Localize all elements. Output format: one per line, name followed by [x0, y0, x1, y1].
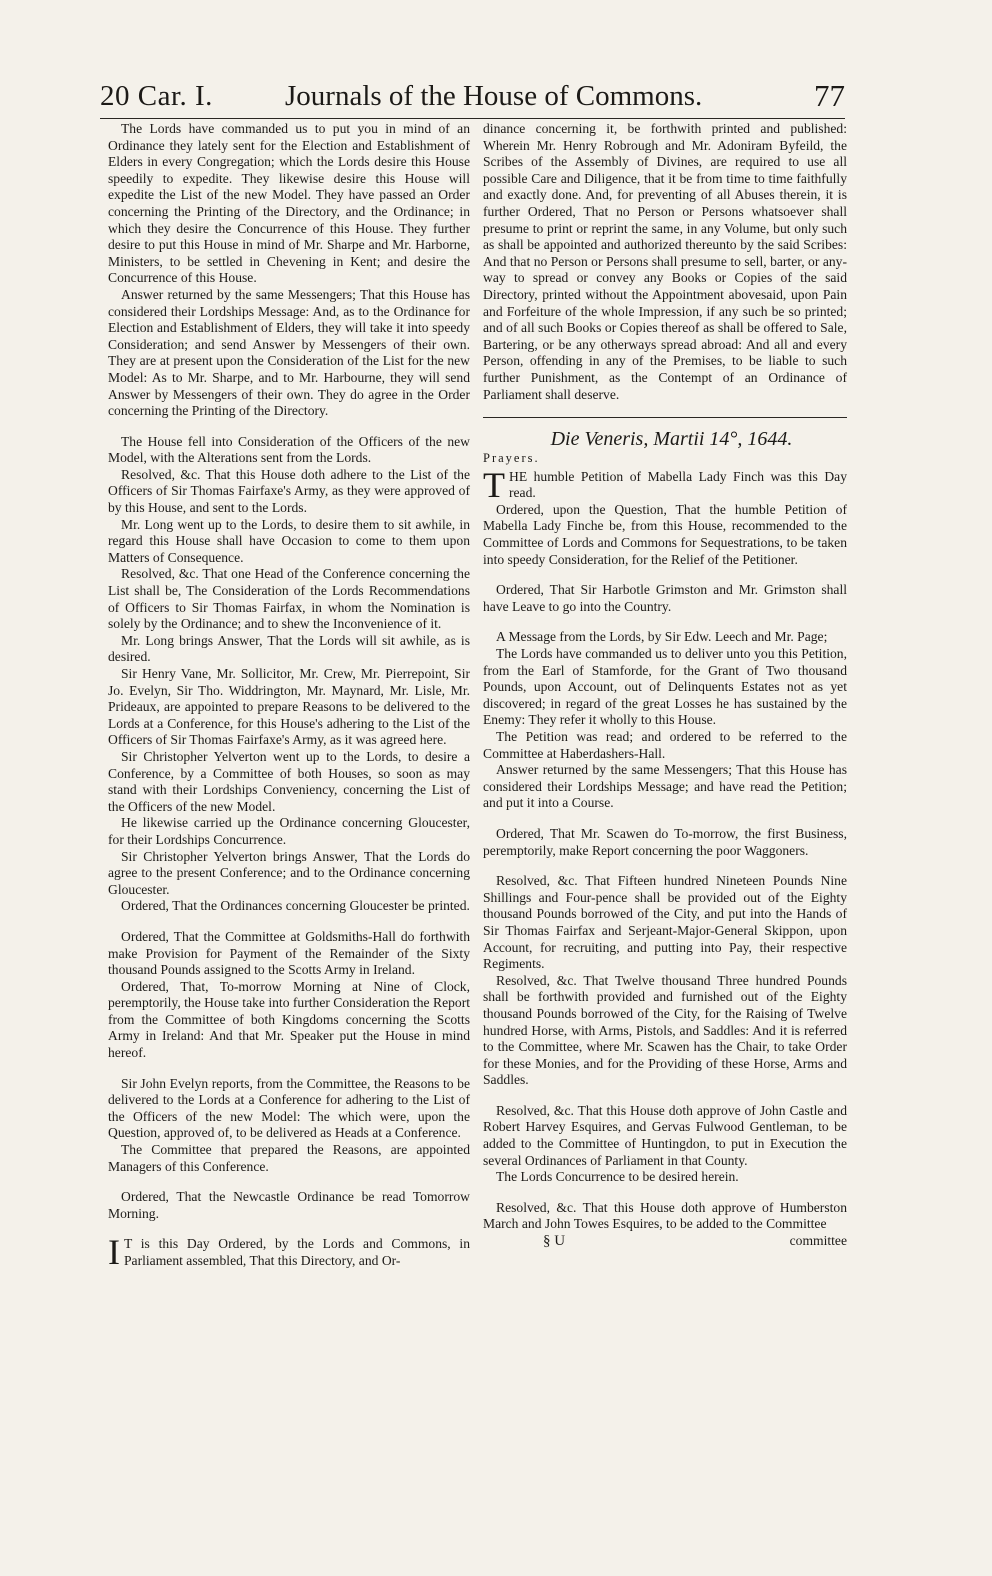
grimston-leave-paragraph: Ordered, That Sir Harbotle Grimston and Mr. Grimston shall have Leave to go into the Country. — [483, 582, 847, 614]
date-heading: Die Veneris, Martii 14°, 1644. — [550, 428, 793, 451]
journal-title: Journals of the House of Commons. — [285, 80, 703, 112]
signature-mark: § U — [543, 1233, 566, 1250]
page-number: 77 — [814, 78, 845, 113]
answer-returned-paragraph: Answer returned by the same Messengers; That this House has considered their Lordships Message; and have read the Petition; and put it into a Course. — [483, 762, 847, 811]
yelverton-paragraph: Sir Christopher Yelverton went up to the Lords, to desire a Conference, by a Committee of both Houses, so soon as may stand with their Lordships Conveniency, concerning the List of the Officers of the new Model. — [108, 748, 470, 814]
evelyn-report-paragraph: Sir John Evelyn reports, from the Committee, the Reasons to be delivered to the Lords at a Conference for adhering to the List of the Officers of the new Model: The which were, upon the Question, approved of, to be delivered as Heads at a Conference. — [108, 1075, 470, 1141]
petition-order-paragraph: Ordered, upon the Question, That the humble Petition of Mabella Lady Finche be, from this House, recommended to the Committee of Lords and Commons for Sequestrations, to be taken into speedy Consideration, for the Relief of the Petitioner. — [483, 501, 847, 567]
humberston-resolution-paragraph: Resolved, &c. That this House doth approve of Humberston March and John Towes Esquires, to be added to the Committee — [483, 1199, 847, 1232]
gloucester-ordinance-paragraph: He likewise carried up the Ordinance concerning Gloucester, for their Lordships Concurrence. — [108, 815, 470, 847]
regnal-year: 20 Car. I. — [100, 80, 213, 112]
page-header — [100, 78, 845, 119]
petition-referred-paragraph: The Petition was read; and ordered to be referred to the Committee at Haberdashers-Hall. — [483, 729, 847, 761]
horse-resolution-paragraph: Resolved, &c. That Twelve thousand Three hundred Pounds shall be forthwith provided and furnished out of the Eighty thousand Pounds borrowed of the City, for the Raising of Twelve hundred Horse, with Arms, Pistols, and Saddles: And it is referred to the Committee, where Mr. Scawen has the Chair, to take Order for these Monies, and for the Providing of these Horse, Arms and Saddles. — [483, 972, 847, 1088]
mr-long-paragraph: Mr. Long went up to the Lords, to desire them to sit awhile, in regard this House shall have Occasion to come to them upon Matters of Consequence. — [108, 516, 470, 565]
page-footer — [483, 1233, 847, 1251]
reasons-committee-paragraph: Sir Henry Vane, Mr. Sollicitor, Mr. Crew, Mr. Pierrepoint, Sir Jo. Evelyn, Sir Tho. Widdrington, Mr. Maynard, Mr. Lisle, Mr. Prideaux, are appointed to prepare Reasons to be delivered to the Lords at a Conference, for this House's adhering to the List of the Officers of Sir Thomas Fairfaxe's Army, as it was agreed here. — [108, 666, 470, 748]
section-rule — [483, 417, 847, 418]
newcastle-paragraph: Ordered, That the Newcastle Ordinance be read Tomorrow Morning. — [108, 1189, 470, 1221]
recruiting-resolution-paragraph: Resolved, &c. That Fifteen hundred Nineteen Pounds Nine Shillings and Four-pence shall be provided out of the Eighty thousand Pounds borrowed of the City, and put into the Hands of Sir Thomas Fairfax and Serjeant-Major-General Skippon, upon Account, for recruiting, and putting into Pay, their respective Regiments. — [483, 873, 847, 972]
goldsmiths-hall-paragraph: Ordered, That the Committee at Goldsmiths-Hall do forthwith make Provision for Payment of the Remainder of the Sixty thousand Pounds assigned to the Scotts Army in Ireland. — [108, 928, 470, 978]
directory-order-paragraph — [108, 1232, 470, 1273]
lords-concurrence-paragraph: The Lords Concurrence to be desired herein. — [496, 1169, 739, 1185]
resolution-paragraph: Resolved, &c. That this House doth adhere to the List of the Officers of Sir Thomas Fairfaxe's Army, as they were approved of by this House, and sent to the Lords. — [108, 466, 470, 516]
stamforde-petition-paragraph: The Lords have commanded us to deliver unto you this Petition, from the Earl of Stamforde, for the Grant of Two thousand Pounds, upon Account, out of Delinquents Estates not as yet discovered; in regard of the great Losses he has sustained by the Enemy: They refer it wholly to this House. — [483, 646, 847, 728]
lords-message-paragraph: The Lords have commanded us to put you in mind of an Ordinance they lately sent for the Election and Establishment of Elders in every Congregation; which the Lords desire this House speedily to expedite. They likewise desire this House will expedite the List of the new Model. They have passed an Order concerning the Printing of the Directory, and the Ordinance; in which they desire the Concurrence of this House. They further desire to put this House in mind of Mr. Sharpe and Mr. Harborne, Ministers, to be settled in Chevening in Kent; and desire the Concurrence of this House. — [108, 121, 470, 286]
catchword: committee — [789, 1233, 847, 1249]
answer-paragraph: Answer returned by the same Messengers; That this House has considered their Lordships Message: And, as to the Ordinance for Election and Establishment of Elders, they will take it into speedy Consideration; and send Answer by Messengers of their own. They are at present upon the Consideration of the List for the new Model: As to Mr. Sharpe, and to Mr. Harbourne, they will send Answer by Messengers of their own. They do agree in the Order concerning the Printing of the Directory. — [108, 286, 470, 419]
directory-continuation-paragraph: dinance concerning it, be forthwith printed and published: Wherein Mr. Henry Robrough and Mr. Adoniram Byfeild, the Scribes of the Assembly of Divines, are required to use all possible Care and Diligence, that it be from time to time faithfully and exactly done. And, for preventing of all Abuses therein, it is further Ordered, That no Person or Persons whatsoever shall presume to print or reprint the same, in any Volume, but only such as shall be appointed and authorized thereunto by the said Scribes: And that no Person or Persons shall presume to sell, barter, or any-way to spread or convey any Books or Copies of the said Directory, printed without the Appointment abovesaid, upon Pain and Forfeiture of the whole Impression, if any such be so printed; and of all such Books or Copies thereof as shall be offered to Sale, Bartering, or be any otherways spread abroad: And all and every Person, offending in any of the Premises, to be liable to such further Punishment, as the Contempt of an Ordinance of Parliament shall deserve. — [483, 121, 847, 402]
managers-paragraph: The Committee that prepared the Reasons, are appointed Managers of this Conference. — [108, 1142, 470, 1174]
gloucester-printed-paragraph: Ordered, That the Ordinances concerning Gloucester be printed. — [121, 898, 470, 914]
conference-head-paragraph: Resolved, &c. That one Head of the Conference concerning the List shall be, The Consideration of the Lords Recommendations of Officers to Sir Thomas Fairfax, in whom the Nomination is solely by the Ordinance; and to shew the Inconvenience of it. — [108, 566, 470, 632]
left-column — [108, 121, 470, 1273]
prayers-heading: Prayers. — [483, 451, 540, 466]
petition-paragraph — [483, 464, 847, 505]
yelverton-answer-paragraph: Sir Christopher Yelverton brings Answer, That the Lords do agree to the present Conference; and to the Ordinance concerning Gloucester. — [108, 848, 470, 897]
waggoners-paragraph: Ordered, That Mr. Scawen do To-morrow, the first Business, peremptorily, make Report concerning the poor Waggoners. — [483, 825, 847, 858]
drop-cap-initial: T — [483, 464, 505, 505]
petition-text: HE humble Petition of Mabella Lady Finch was this Day read. — [509, 468, 847, 501]
drop-cap-initial: I — [108, 1232, 120, 1273]
long-answer-paragraph: Mr. Long brings Answer, That the Lords will sit awhile, as is desired. — [108, 632, 470, 665]
new-model-paragraph: The House fell into Consideration of the Officers of the new Model, with the Alterations sent from the Lords. — [108, 433, 470, 466]
scotts-army-paragraph: Ordered, That, To-morrow Morning at Nine of Clock, peremptorily, the House take into further Consideration the Report from the Committee of both Kingdoms concerning the Scotts Army in Ireland: And that Mr. Speaker put the House in mind hereof. — [108, 978, 470, 1061]
lords-message-heading: A Message from the Lords, by Sir Edw. Leech and Mr. Page; — [496, 629, 828, 645]
directory-order-text: T is this Day Ordered, by the Lords and Commons, in Parliament assembled, That this Directory, and Or- — [124, 1236, 470, 1268]
huntingdon-committee-paragraph: Resolved, &c. That this House doth approve of John Castle and Robert Harvey Esquires, and Gervas Fulwood Gentleman, to be added to the Committee of Huntingdon, to put in Execution the several Ordinances of Parliament in that County. — [483, 1102, 847, 1168]
right-column — [483, 121, 847, 1251]
